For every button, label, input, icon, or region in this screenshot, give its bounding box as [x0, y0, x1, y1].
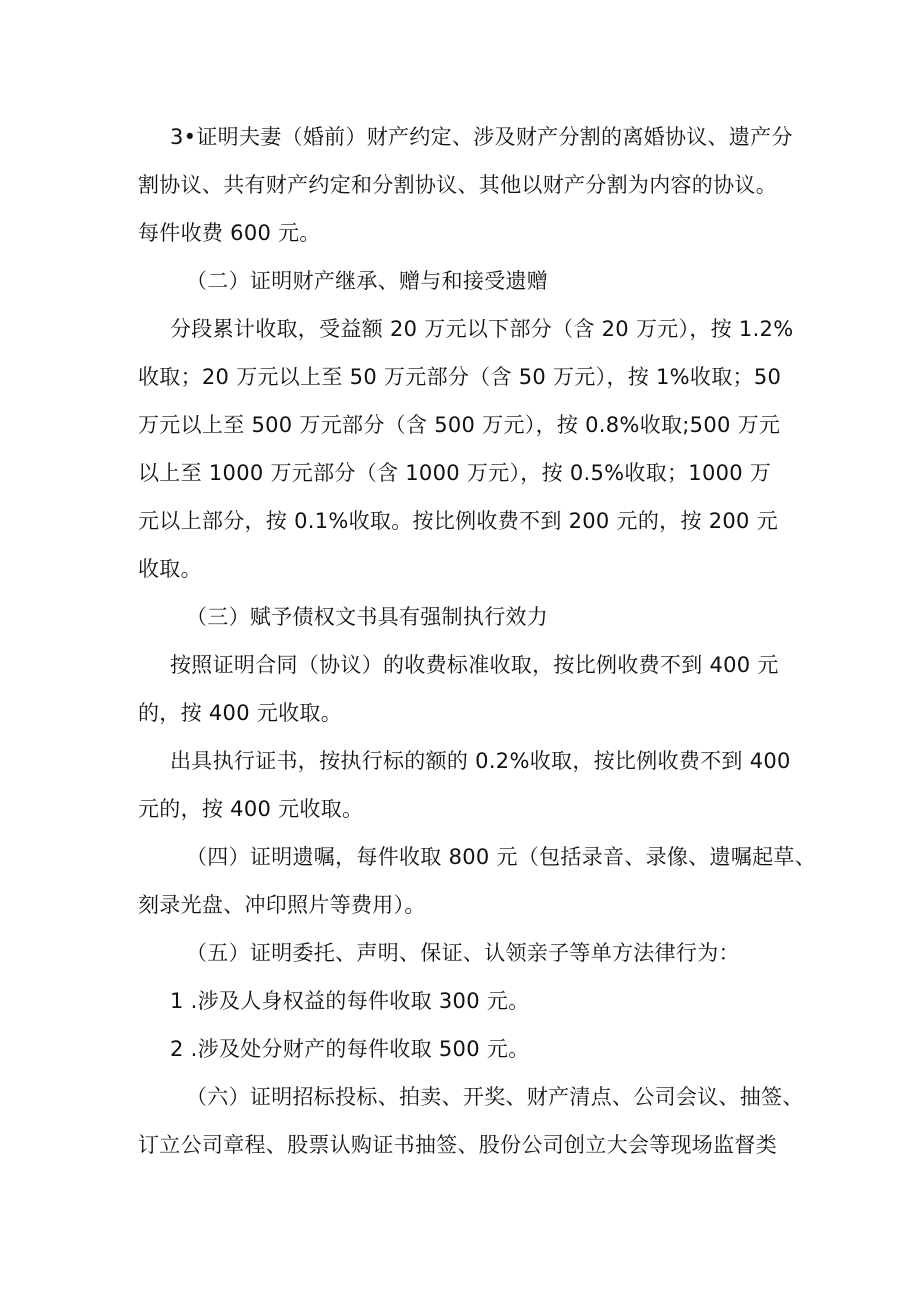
paragraph-line: 每件收费 600 元。 — [138, 221, 321, 245]
paragraph-line: 收取。 — [138, 557, 202, 581]
paragraph-line: 分段累计收取，受益额 20 万元以下部分（含 20 万元），按 1.2% — [170, 317, 794, 341]
paragraph-line: 割协议、共有财产约定和分割协议、其他以财产分割为内容的协议。 — [138, 173, 777, 197]
section-heading: （二）证明财产继承、赠与和接受遗赠 — [186, 269, 549, 293]
section-heading: （五）证明委托、声明、保证、认领亲子等单方法律行为： — [186, 941, 740, 965]
paragraph-line: 收取；20 万元以上至 50 万元部分（含 50 万元），按 1%收取；50 — [138, 365, 782, 389]
paragraph-line: 订立公司章程、股票认购证书抽签、股份公司创立大会等现场监督类 — [138, 1133, 777, 1157]
paragraph-line: 3•证明夫妻（婚前）财产约定、涉及财产分割的离婚协议、遗产分 — [170, 125, 793, 149]
paragraph-line: 元的，按 400 元收取。 — [138, 797, 364, 821]
section-heading: （三）赋予债权文书具有强制执行效力 — [186, 605, 549, 629]
section-heading: （六）证明招标投标、拍卖、开奖、财产清点、公司会议、抽签、 — [186, 1085, 804, 1109]
section-heading: （四）证明遗嘱，每件收取 800 元（包括录音、录像、遗嘱起草、 — [186, 845, 817, 869]
paragraph-line: 刻录光盘、冲印照片等费用）。 — [138, 893, 426, 917]
paragraph-line: 万元以上至 500 万元部分（含 500 万元），按 0.8%收取;500 万元 — [138, 413, 781, 437]
paragraph-line: 的，按 400 元收取。 — [138, 701, 343, 725]
list-item: 1 .涉及人身权益的每件收取 300 元。 — [170, 989, 530, 1013]
paragraph-line: 以上至 1000 万元部分（含 1000 万元），按 0.5%收取；1000 万 — [138, 461, 772, 485]
paragraph-line: 元以上部分，按 0.1%收取。按比例收费不到 200 元的，按 200 元 — [138, 509, 778, 533]
paragraph-line: 按照证明合同（协议）的收费标准收取，按比例收费不到 400 元 — [170, 653, 779, 677]
paragraph-line: 出具执行证书，按执行标的额的 0.2%收取，按比例收费不到 400 — [170, 749, 791, 773]
list-item: 2 .涉及处分财产的每件收取 500 元。 — [170, 1037, 530, 1061]
